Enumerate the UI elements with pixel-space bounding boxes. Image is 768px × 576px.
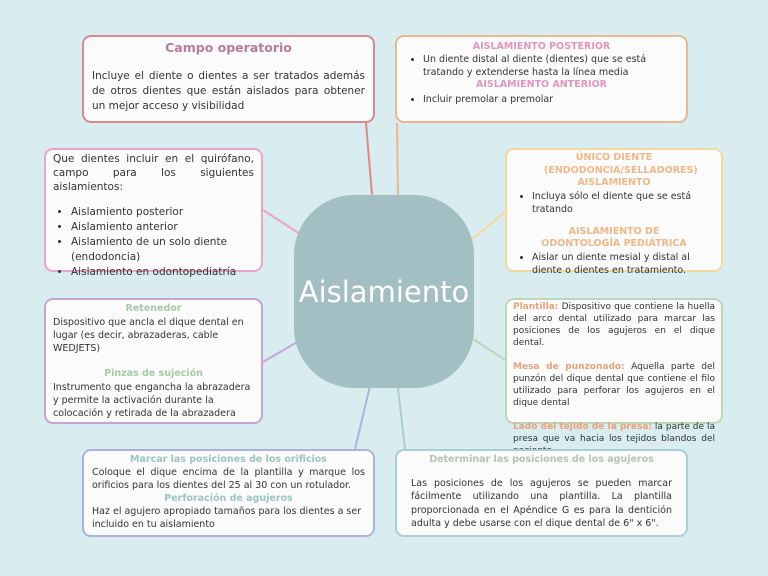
term-label: Mesa de punzonado:: [513, 362, 625, 372]
node-title-posterior: AISLAMIENTO POSTERIOR: [472, 41, 611, 52]
node-text: Que dientes incluir en el quirófano, campo para los siguientes aislamientos:: [53, 153, 254, 193]
node-text: Instrumento que engancha la abrazadera y permite la activación durante la colocación y retirada de la abrazadera: [53, 382, 251, 419]
node-title-marcar: Marcar las posiciones de los orificios: [130, 454, 327, 465]
node-title-perforacion: Perforación de agujeros: [164, 493, 293, 504]
node-title: Determinar las posiciones de los agujeros: [429, 454, 654, 465]
node-title: Campo operatorio: [165, 40, 292, 55]
term-definition: Dispositivo que contiene la huella del arco dental utilizado para marcar las posiciones de los agujeros en el dique dental.: [513, 302, 715, 348]
definition-mesa: [513, 361, 715, 409]
node-unico-diente[interactable]: [505, 148, 723, 276]
central-topic-label: Aislamiento: [298, 274, 470, 309]
list-item: • Aislamiento en odontopediatría: [71, 265, 254, 280]
list-item: • Aislamiento anterior: [71, 220, 254, 235]
node-text: Incluye el diente o dientes a ser tratados además de otros dientes que están aislados para obtener un mejor acceso y visibilidad: [92, 70, 365, 112]
node-title-unico: ÚNICO DIENTE (ENDODONCIA/SELLADORES) AISLAMIENTO: [544, 152, 698, 188]
node-que-dientes-incluir[interactable]: [44, 148, 263, 278]
term-label: Plantilla:: [513, 302, 559, 312]
node-text: Haz el agujero apropiado tamaños para los dientes a ser incluido en tu aislamiento: [92, 506, 362, 530]
node-determinar-posiciones[interactable]: [395, 449, 688, 537]
list-item: • Aislamiento de un solo diente (endodoncia): [71, 235, 254, 265]
node-campo-operatorio[interactable]: [82, 35, 375, 123]
list-item: • Aislar un diente mesial y distal al diente o dientes en tratamiento.: [532, 251, 714, 278]
term-label: Lado del tejido de la presa:: [513, 422, 652, 432]
list-item: • Aislamiento posterior: [71, 205, 254, 220]
node-title-anterior: AISLAMIENTO ANTERIOR: [476, 79, 607, 90]
list-item: • Un diente distal al diente (dientes) que se está tratando y extenderse hasta la línea media: [423, 53, 678, 79]
node-aislamiento-posterior-anterior[interactable]: [395, 35, 688, 123]
node-title-pinzas: Pinzas de sujeción: [104, 368, 203, 379]
term-definition: la parte de la presa que va hacia los tejidos blandos del: [513, 422, 715, 444]
definition-plantilla: [513, 301, 715, 349]
node-title-pediatrica: AISLAMIENTO DE ODONTOLOGÍA PEDIÁTRICA: [541, 225, 687, 249]
list-item: • Incluya sólo el diente que se está tratando: [532, 190, 714, 217]
term-definition: Aquella parte del punzón del dique dental que contiene el filo utilizado para perforar los agujeros en el dique dental: [513, 362, 716, 408]
node-plantilla[interactable]: [505, 298, 723, 444]
list-item: • Incluir premolar a premolar: [423, 93, 678, 106]
node-title-retenedor: Retenedor: [125, 303, 182, 314]
node-text: Dispositivo que ancla el dique dental en lugar (es decir, abrazaderas, cable WEDJETS): [53, 317, 244, 354]
node-retenedor[interactable]: [44, 298, 263, 424]
central-topic[interactable]: [294, 195, 474, 388]
node-marcar-posiciones[interactable]: [82, 449, 375, 537]
node-text: Coloque el dique encima de la plantilla y marque los orificios para los dientes del 25 al 30 con un rotulador.: [92, 467, 365, 491]
node-text: Las posiciones de los agujeros se pueden marcar fácilmente utilizando una plantilla. La plantilla proporcionada en el Apéndice G es para la dentición adulta y debe usarse con el dique dental de 6" x 6".: [411, 478, 672, 529]
